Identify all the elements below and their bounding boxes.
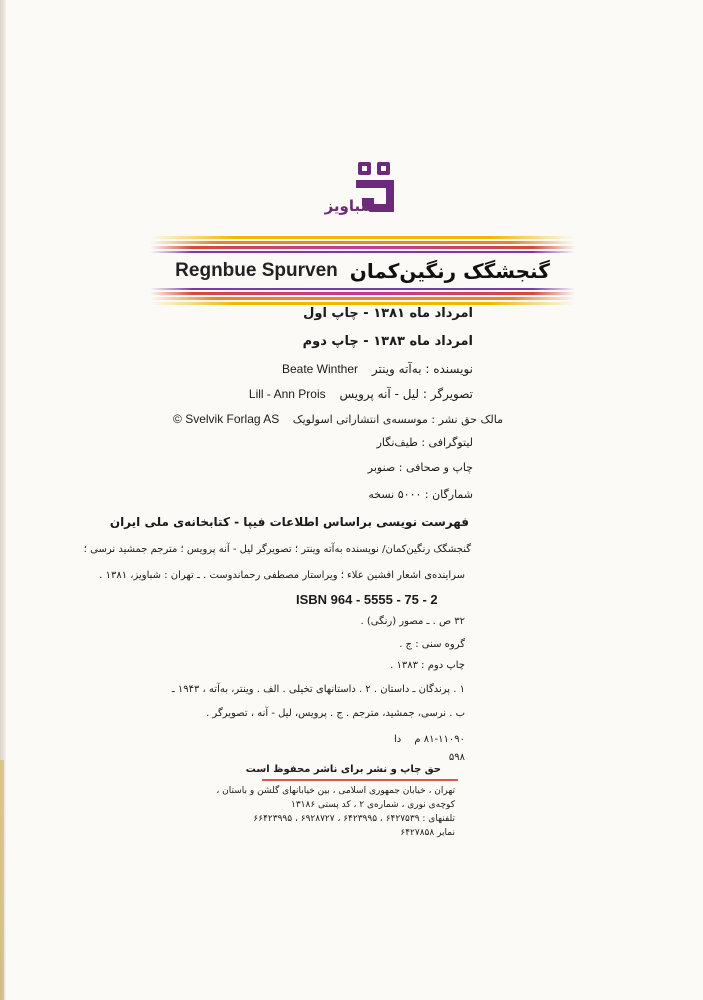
catalog-second-print: چاپ دوم : ۱۳۸۳ . (390, 660, 465, 671)
title-latin: Regnbue Spurven (175, 260, 338, 281)
edition-second: امرداد ماه ۱۳۸۳ - چاپ دوم (302, 334, 473, 349)
address-line-2: کوچه‌ی نوری ، شماره‌ی ۲ ، کد پستی ۱۳۱۸۶ (291, 800, 455, 810)
author-persian: نویسنده : به‌آته وینتر (371, 362, 473, 376)
phone-numbers: تلفنهای : ۶۴۲۷۵۳۹ ، ۶۴۲۳۹۹۵ ، ۶۹۲۸۷۲۷ ، ۶۶۴۲۳۹۹۵ (253, 814, 455, 824)
page-edge-color (0, 760, 4, 1000)
title-persian: گنجشگک رنگین‌کمان (349, 259, 550, 283)
rights-holder-line (173, 412, 503, 426)
author-line (282, 362, 473, 376)
printing-line: چاپ و صحافی : صنوبر (367, 461, 473, 474)
rights-holder-persian: مالک حق نشر : موسسه‌ی انتشاراتی اسولویک (292, 413, 503, 426)
book-title (150, 254, 575, 288)
illustrator-latin: Lill - Ann Prois (248, 387, 326, 401)
illustrator-line (249, 387, 473, 401)
illustrator-persian: تصویرگر : لیل - آنه پرویس (339, 387, 473, 401)
catalog-added-entries: ب . نرسی، جمشید، مترجم . ج . پرویس، لیل - آنه ، تصویرگر . (206, 708, 465, 719)
catalog-subjects: ۱ . پرندگان ـ داستان . ۲ . داستانهای تخیلی . الف . وینتر، به‌آته ، ۱۹۴۳ ـ (171, 684, 465, 695)
catalog-entry-line: گنجشگک رنگین‌کمان/ نویسنده به‌آته وینتر ؛ تصویرگر لیل - آنه پرویس ؛ مترجم جمشید نرسی ؛ (83, 544, 471, 555)
catalog-entry-line: سراینده‌ی اشعار افشین علاء ؛ ویراستار مصطفی رحماندوست . ـ تهران : شباویز، ۱۳۸۱ . (99, 570, 465, 581)
rights-rule (262, 779, 458, 781)
fax-number: نمابر ۶۴۲۷۸۵۸ (400, 828, 455, 838)
catalog-ddc-2: ۵۹۸ (448, 752, 465, 763)
decorative-band-bottom (150, 286, 575, 307)
address-line-1: تهران ، خیابان جمهوری اسلامی ، بین خیابانهای گلشن و باستان ، (216, 786, 455, 796)
isbn: ISBN 964 - 5555 - 75 - 2 (296, 592, 438, 607)
decorative-band-top (150, 234, 575, 255)
publisher-logo-text: شباویز (324, 197, 376, 215)
catalog-heading: فهرست نویسی براساس اطلاعات فیپا - کتابخانه‌ی ملی ایران (109, 515, 469, 529)
rights-notice: حق چاپ و نشر برای ناشر محفوظ است (245, 764, 441, 775)
catalog-pages: ۳۲ ص . ـ مصور (رنگی) . (360, 616, 465, 627)
catalog-ddc-1: دا (393, 734, 402, 745)
catalog-class-number (394, 734, 465, 745)
catalog-class-number-text: ۸۱-۱۱۰۹۰ م (414, 734, 465, 745)
lithography-line: لیتوگرافی : طیف‌نگار (376, 436, 473, 449)
catalog-age-group: گروه سنی : ج . (399, 639, 465, 650)
rights-holder-latin: © Svelvik Forlag AS (173, 412, 280, 426)
author-latin: Beate Winther (281, 362, 359, 376)
edition-first: امرداد ماه ۱۳۸۱ - چاپ اول (303, 306, 473, 321)
print-run-line: شمارگان : ۵۰۰۰ نسخه (368, 488, 473, 501)
